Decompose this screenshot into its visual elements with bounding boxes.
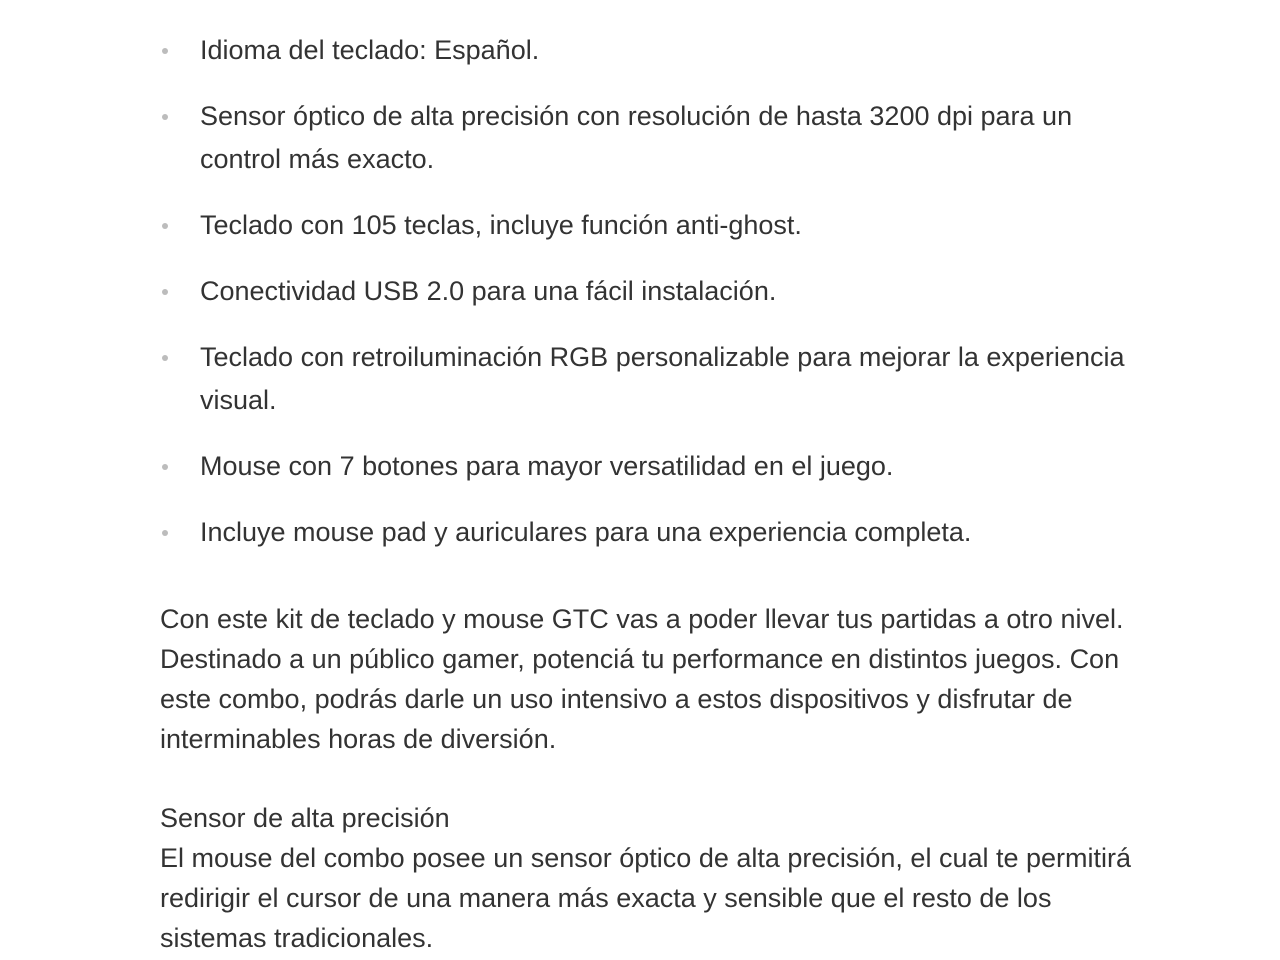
bullet-icon bbox=[162, 48, 168, 54]
product-description bbox=[160, 0, 1140, 953]
bullet-icon bbox=[162, 289, 168, 295]
feature-text: Incluye mouse pad y auriculares para una experiencia completa. bbox=[200, 517, 972, 547]
feature-item bbox=[160, 29, 1140, 72]
feature-item bbox=[160, 336, 1140, 422]
section-heading: Sensor de alta precisión bbox=[160, 803, 450, 833]
feature-list bbox=[160, 29, 1140, 554]
feature-item bbox=[160, 270, 1140, 313]
bullet-icon bbox=[162, 355, 168, 361]
description-paragraph: Con este kit de teclado y mouse GTC vas a poder llevar tus partidas a otro nivel. Destinado a un público gamer, potenciá tu performance en distintos juegos. Con este combo, podrás darle un uso intensivo a estos dispositivos y disfrutar de interminables horas de diversión. bbox=[160, 604, 1124, 754]
bullet-icon bbox=[162, 464, 168, 470]
section-paragraph: El mouse del combo posee un sensor óptico de alta precisión, el cual te permitirá redirigir el cursor de una manera más exacta y sensible que el resto de los sistemas tradicionales. bbox=[160, 843, 1132, 953]
feature-text: Teclado con retroiluminación RGB personalizable para mejorar la experiencia visual. bbox=[200, 342, 1125, 415]
feature-text: Mouse con 7 botones para mayor versatilidad en el juego. bbox=[200, 451, 894, 481]
feature-text: Idioma del teclado: Español. bbox=[200, 35, 540, 65]
feature-item bbox=[160, 95, 1140, 181]
feature-item bbox=[160, 511, 1140, 554]
bullet-icon bbox=[162, 530, 168, 536]
feature-text: Conectividad USB 2.0 para una fácil instalación. bbox=[200, 276, 777, 306]
bullet-icon bbox=[162, 223, 168, 229]
feature-text: Teclado con 105 teclas, incluye función anti-ghost. bbox=[200, 210, 802, 240]
feature-item bbox=[160, 445, 1140, 488]
feature-text: Sensor óptico de alta precisión con resolución de hasta 3200 dpi para un control más exacto. bbox=[200, 101, 1073, 174]
bullet-icon bbox=[162, 114, 168, 120]
feature-item bbox=[160, 204, 1140, 247]
